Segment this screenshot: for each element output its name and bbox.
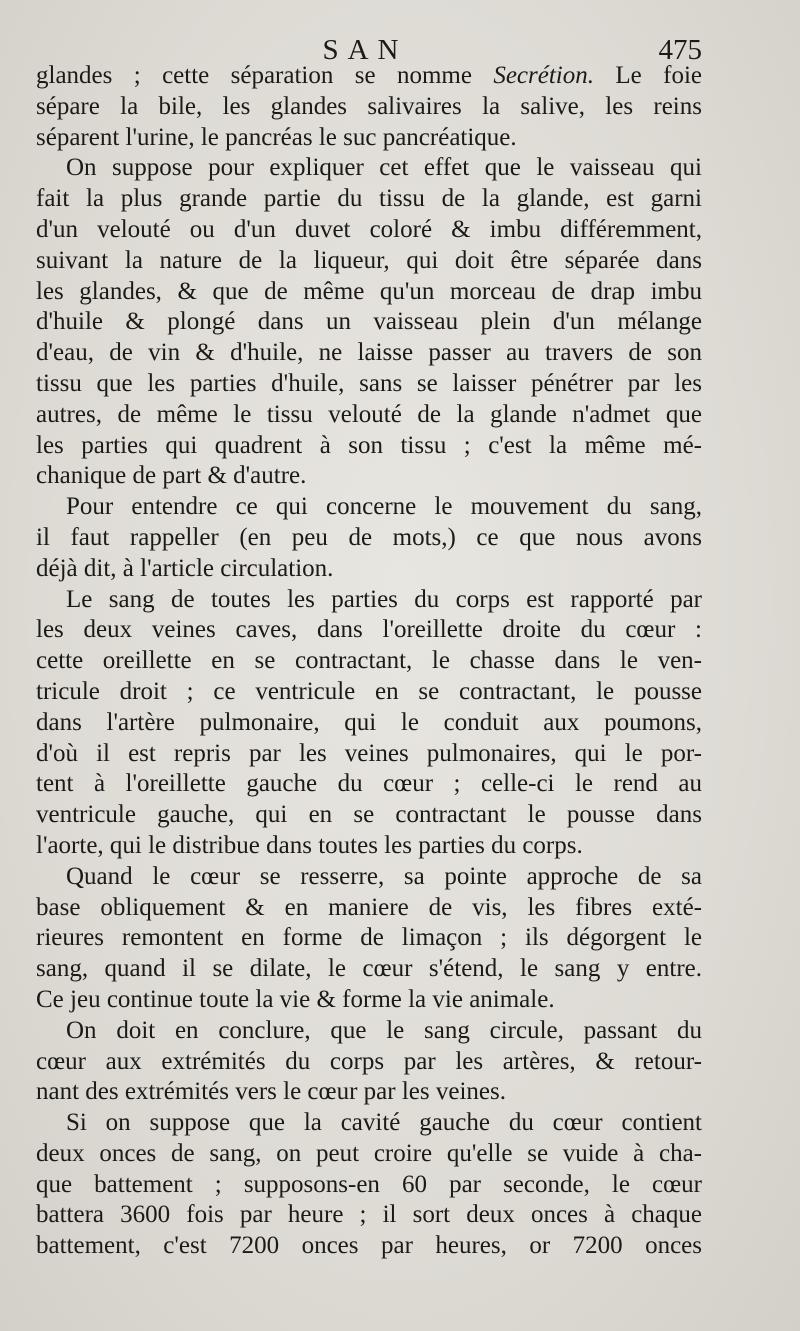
text-line: nant des extrémités vers le cœur par les veines.	[36, 1078, 506, 1106]
text-line: d'où il est repris par les veines pulmonaires, qui le por-	[36, 739, 702, 767]
text-line: deux onces de sang, on peut croire qu'elle se vuide à cha-	[36, 1139, 702, 1167]
text-line: il faut rappeller (en peu de mots,) ce que nous avons	[36, 523, 702, 551]
text-line: fait la plus grande partie du tissu de la glande, est garni	[36, 185, 702, 213]
text-line: base obliquement & en maniere de vis, les fibres exté-	[36, 893, 702, 921]
text-line: On doit en conclure, que le sang circule, passant du	[66, 1016, 702, 1044]
text-line: autres, de même le tissu velouté de la glande n'admet que	[36, 400, 702, 428]
text-line: On suppose pour expliquer cet effet que le vaisseau qui	[66, 154, 702, 182]
text-line: sépare la bile, les glandes salivaires la salive, les reins	[36, 92, 702, 120]
text-line: cœur aux extrémités du corps par les artères, & retour-	[36, 1047, 702, 1075]
text-line: glandes ; cette séparation se nomme Secrétion. Le foie	[36, 62, 702, 89]
text-line: d'un velouté ou d'un duvet coloré & imbu différemment,	[36, 215, 702, 243]
text-line: d'eau, de vin & d'huile, ne laisse passer au travers de son	[36, 339, 702, 367]
text-line: tissu que les parties d'huile, sans se laisser pénétrer par les	[36, 369, 702, 397]
italic-term: Secrétion.	[493, 62, 594, 89]
text-line: les deux veines caves, dans l'oreillette droite du cœur :	[36, 616, 702, 644]
text-line: d'huile & plongé dans un vaisseau plein d'un mélange	[36, 308, 702, 336]
text-line: battera 3600 fois par heure ; il sort deux onces à chaque	[36, 1201, 702, 1229]
text-line: Si on suppose que la cavité gauche du cœur contient	[66, 1109, 702, 1137]
text-line: sang, quand il se dilate, le cœur s'étend, le sang y entre.	[36, 955, 702, 983]
text-line: dans l'artère pulmonaire, qui le conduit aux poumons,	[36, 708, 702, 736]
text-line: Le sang de toutes les parties du corps est rapporté par	[66, 585, 702, 613]
text-line: rieures remontent en forme de limaçon ; ils dégorgent le	[36, 924, 702, 952]
text-line: cette oreillette en se contractant, le chasse dans le ven-	[36, 647, 702, 675]
text-line: battement, c'est 7200 onces par heures, or 7200 onces	[36, 1232, 702, 1260]
text-line: ventricule gauche, qui en se contractant le pousse dans	[36, 801, 702, 829]
text-line: l'aorte, qui le distribue dans toutes les parties du corps.	[36, 831, 583, 859]
text-line: chanique de part & d'autre.	[36, 462, 307, 490]
text-line: tricule droit ; ce ventricule en se contractant, le pousse	[36, 677, 702, 705]
text-line: Pour entendre ce qui concerne le mouvement du sang,	[66, 493, 702, 521]
text-line: que battement ; supposons-en 60 par seconde, le cœur	[36, 1170, 702, 1198]
text-line: Quand le cœur se resserre, sa pointe approche de sa	[66, 862, 702, 890]
text-line: les glandes, & que de même qu'un morceau de drap imbu	[36, 277, 702, 305]
text-line: suivant la nature de la liqueur, qui doit être séparée dans	[36, 246, 702, 274]
text-line: les parties qui quadrent à son tissu ; c'est la même mé-	[36, 431, 702, 459]
text-line: tent à l'oreillette gauche du cœur ; celle-ci le rend au	[36, 770, 702, 798]
text-line: déjà dit, à l'article circulation.	[36, 554, 334, 582]
page-number: 475	[658, 34, 702, 66]
body-text	[36, 61, 702, 1262]
text-line: Ce jeu continue toute la vie & forme la vie animale.	[36, 985, 555, 1013]
text-line: séparent l'urine, le pancréas le suc pancréatique.	[36, 123, 517, 151]
running-head: SAN	[322, 34, 408, 66]
